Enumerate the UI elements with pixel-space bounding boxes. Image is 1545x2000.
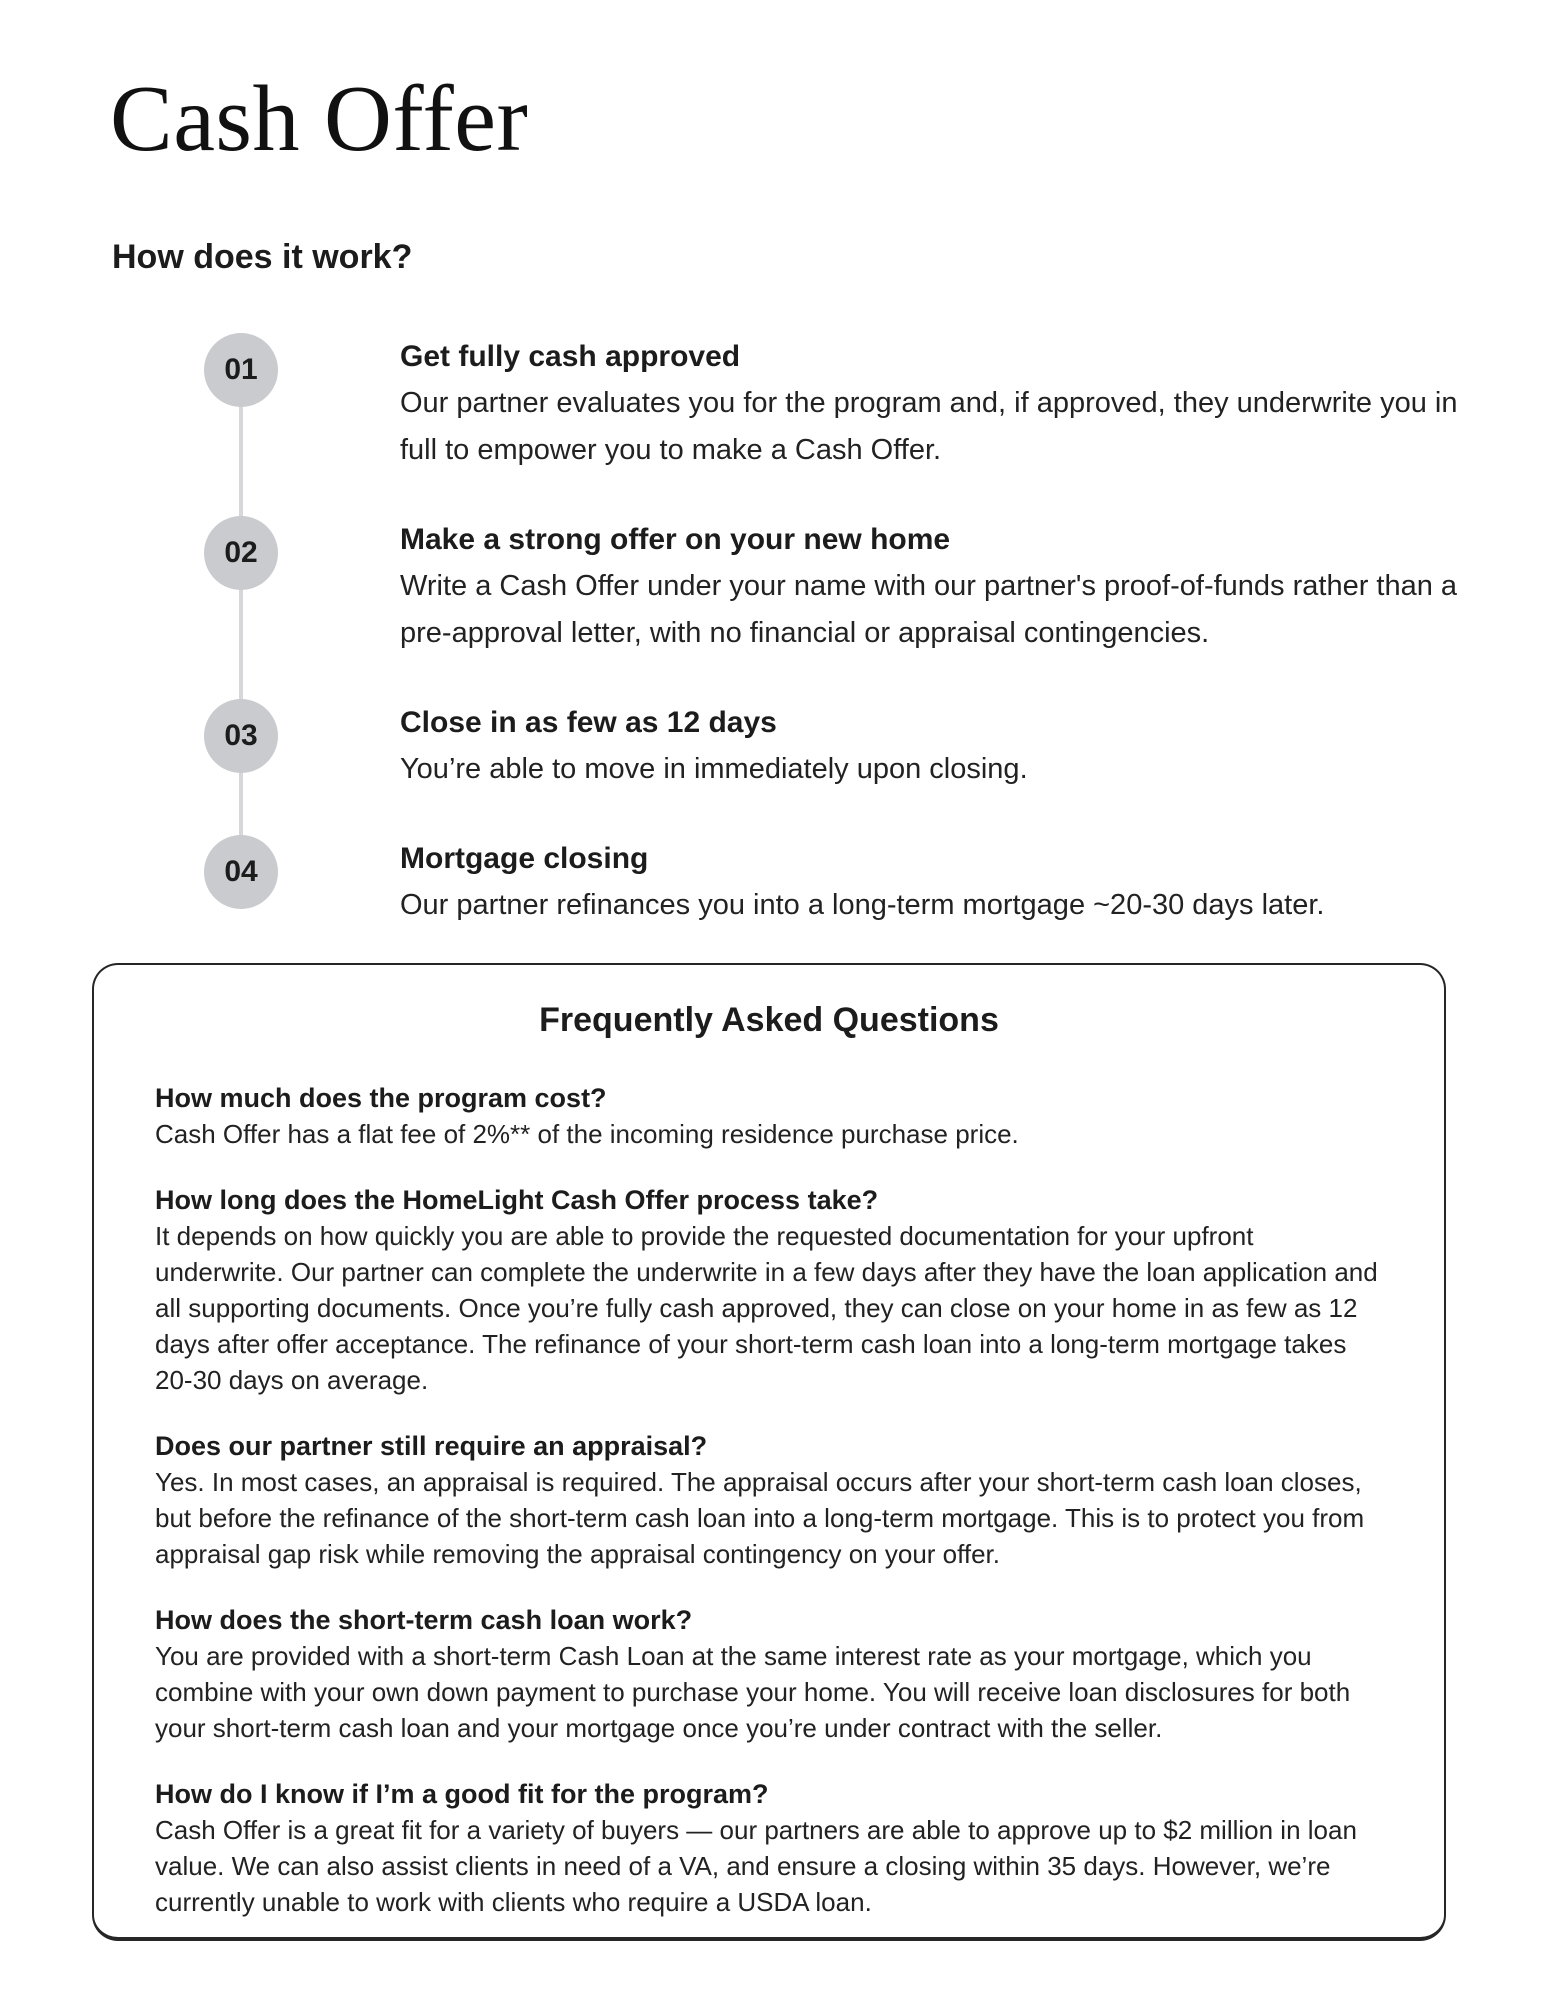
faq-section <box>92 963 1446 1941</box>
faq-item-appraisal <box>155 1428 1382 1572</box>
faq-heading: Frequently Asked Questions <box>539 1001 999 1039</box>
page-title: Cash Offer <box>110 67 529 171</box>
step-number-badge: 01 <box>204 333 278 407</box>
how-it-works-timeline <box>204 333 1464 971</box>
step-content <box>400 699 1460 793</box>
faq-answer: It depends on how quickly you are able to provide the requested documentation for your upfront underwrite. Our partner can complete the underwrite in a few days after they have the loan application and all supporting documents. Once you’re fully cash approved, they can close on your home in as few as 12 days after offer acceptance. The refinance of your short-term cash loan into a long-term mortgage takes 20-30 days on average. <box>155 1221 1378 1395</box>
step-description: You’re able to move in immediately upon closing. <box>400 753 1028 785</box>
faq-item-good-fit <box>155 1776 1382 1920</box>
faq-question: How do I know if I’m a good fit for the program? <box>155 1779 769 1809</box>
step-title: Make a strong offer on your new home <box>400 523 951 556</box>
faq-item-short-term-loan <box>155 1602 1382 1746</box>
faq-answer: Yes. In most cases, an appraisal is required. The appraisal occurs after your short-term cash loan closes, but before the refinance of the short-term cash loan into a long-term mortgage. This is to protect you from appraisal gap risk while removing the appraisal contingency on your offer. <box>155 1467 1365 1569</box>
step-content <box>400 516 1460 657</box>
step-number-badge: 03 <box>204 699 278 773</box>
faq-content <box>94 1080 1444 1920</box>
faq-question: How long does the HomeLight Cash Offer process take? <box>155 1185 879 1215</box>
step-row-3 <box>204 699 1464 793</box>
step-description: Our partner evaluates you for the program and, if approved, they underwrite you in full to empower you to make a Cash Offer. <box>400 387 1458 466</box>
step-number-badge: 02 <box>204 516 278 590</box>
step-title: Get fully cash approved <box>400 340 741 373</box>
faq-question: Does our partner still require an appraisal? <box>155 1431 708 1461</box>
faq-answer: Cash Offer is a great fit for a variety of buyers — our partners are able to approve up to $2 million in loan value. We can also assist clients in need of a VA, and ensure a closing within 35 days. However, we’re currently unable to work with clients who require a USDA loan. <box>155 1815 1357 1917</box>
step-content <box>400 835 1460 929</box>
step-row-4 <box>204 835 1464 929</box>
step-description: Our partner refinances you into a long-term mortgage ~20-30 days later. <box>400 889 1325 921</box>
faq-item-process-time <box>155 1182 1382 1398</box>
step-row-2 <box>204 516 1464 657</box>
step-title: Close in as few as 12 days <box>400 706 777 739</box>
faq-answer: Cash Offer has a flat fee of 2%** of the incoming residence purchase price. <box>155 1119 1019 1149</box>
faq-question: How does the short-term cash loan work? <box>155 1605 693 1635</box>
step-title: Mortgage closing <box>400 842 649 875</box>
step-row-1 <box>204 333 1464 474</box>
section-heading: How does it work? <box>112 238 413 276</box>
step-content <box>400 333 1460 474</box>
faq-item-program-cost <box>155 1080 1382 1152</box>
step-description: Write a Cash Offer under your name with our partner's proof-of-funds rather than a pre-approval letter, with no financial or appraisal contingencies. <box>400 570 1458 649</box>
faq-question: How much does the program cost? <box>155 1083 607 1113</box>
step-number-badge: 04 <box>204 835 278 909</box>
faq-answer: You are provided with a short-term Cash Loan at the same interest rate as your mortgage, which you combine with your own down payment to purchase your home. You will receive loan disclosures for both your short-term cash loan and your mortgage once you’re under contract with the seller. <box>155 1641 1351 1743</box>
